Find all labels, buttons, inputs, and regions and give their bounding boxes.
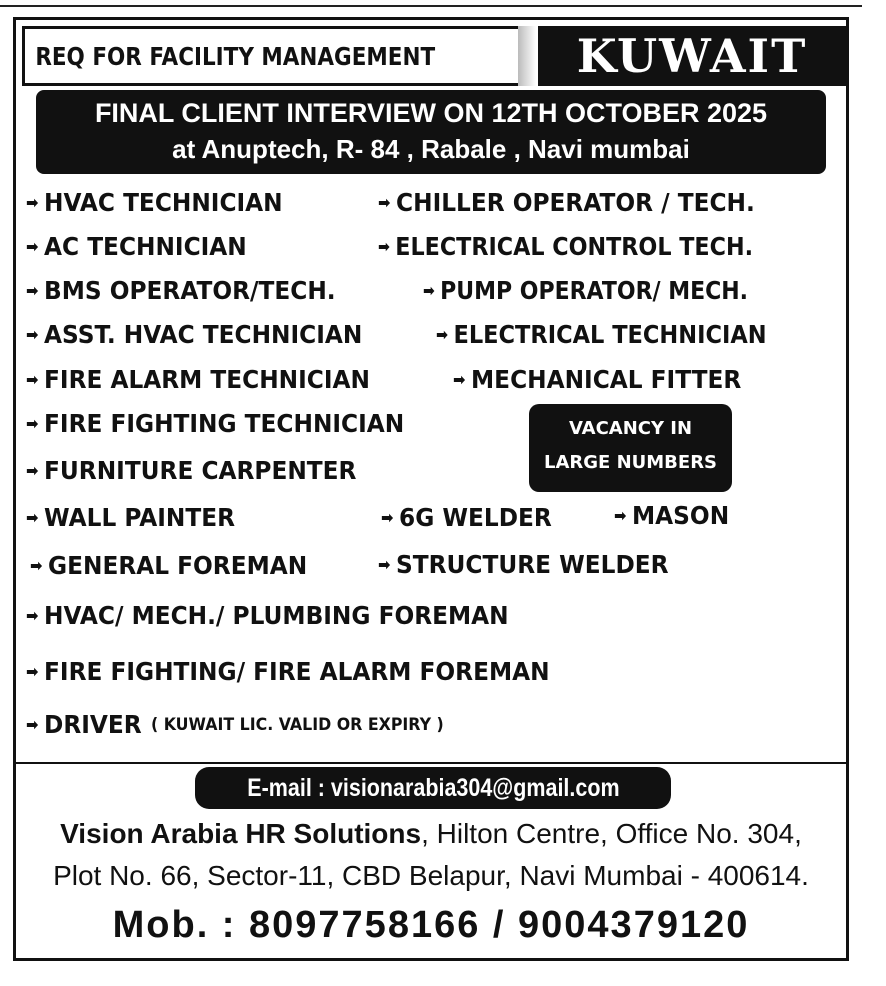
job-mason: ➡ MASON xyxy=(614,501,730,530)
email-pill xyxy=(195,767,671,809)
job-driver: ➡ DRIVER ( KUWAIT LIC. VALID OR EXPIRY ) xyxy=(26,710,444,739)
arrow-right-icon: ➡ xyxy=(378,555,391,574)
email-text[interactable]: E-mail : visionarabia304@gmail.com xyxy=(246,773,620,802)
arrow-right-icon: ➡ xyxy=(378,193,391,212)
company-name: Vision Arabia HR Solutions xyxy=(60,818,422,849)
interview-venue: at Anuptech, R- 84 , Rabale , Navi mumbai xyxy=(172,134,690,164)
arrow-right-icon: ➡ xyxy=(614,506,627,525)
job-electrical-control: ➡ ELECTRICAL CONTROL TECH. xyxy=(378,232,754,261)
header-title: REQ FOR FACILITY MANAGEMENT xyxy=(35,41,436,71)
job-fire-alarm-technician: ➡ FIRE ALARM TECHNICIAN xyxy=(26,365,370,394)
interview-banner xyxy=(36,90,826,174)
job-wall-painter: ➡ WALL PAINTER xyxy=(26,503,236,532)
header-country: KUWAIT xyxy=(576,29,808,83)
top-rule xyxy=(0,5,862,7)
job-chiller-operator: ➡ CHILLER OPERATOR / TECH. xyxy=(378,188,755,217)
job-bms-operator: ➡ BMS OPERATOR/TECH. xyxy=(26,276,336,305)
job-hvac-mech-plumbing-foreman: ➡ HVAC/ MECH./ PLUMBING FOREMAN xyxy=(26,601,509,630)
arrow-right-icon: ➡ xyxy=(423,281,435,300)
arrow-right-icon: ➡ xyxy=(26,461,39,480)
job-electrical-technician: ➡ ELECTRICAL TECHNICIAN xyxy=(436,320,767,349)
arrow-right-icon: ➡ xyxy=(26,606,39,625)
job-ac-technician: ➡ AC TECHNICIAN xyxy=(26,232,247,261)
address-line-2: Plot No. 66, Sector-11, CBD Belapur, Navi Mumbai - 400614. xyxy=(53,860,809,891)
arrow-right-icon: ➡ xyxy=(26,237,39,256)
address-line-1: Vision Arabia HR Solutions, Hilton Centre, Office No. 304, xyxy=(60,818,802,849)
job-6g-welder: ➡ 6G WELDER xyxy=(381,503,552,532)
arrow-right-icon: ➡ xyxy=(26,193,39,212)
vacancy-badge xyxy=(529,404,732,492)
mobile-numbers: Mob. : 8097758166 / 9004379120 xyxy=(112,904,750,946)
advertisement xyxy=(13,17,849,961)
contact-separator xyxy=(16,762,846,764)
vacancy-line-2: LARGE NUMBERS xyxy=(543,452,718,473)
job-structure-welder: ➡ STRUCTURE WELDER xyxy=(378,550,669,579)
arrow-right-icon: ➡ xyxy=(26,325,39,344)
job-furniture-carpenter: ➡ FURNITURE CARPENTER xyxy=(26,456,357,485)
job-fire-fighting-alarm-foreman: ➡ FIRE FIGHTING/ FIRE ALARM FOREMAN xyxy=(26,657,550,686)
arrow-right-icon: ➡ xyxy=(26,508,39,527)
job-mechanical-fitter: ➡ MECHANICAL FITTER xyxy=(453,365,742,394)
header-title-box xyxy=(22,26,536,86)
job-pump-operator: ➡ PUMP OPERATOR/ MECH. xyxy=(423,276,749,305)
arrow-right-icon: ➡ xyxy=(381,508,394,527)
arrow-right-icon: ➡ xyxy=(436,325,449,344)
vacancy-line-1: VACANCY IN xyxy=(568,418,693,439)
job-fire-fighting-technician: ➡ FIRE FIGHTING TECHNICIAN xyxy=(26,409,405,438)
header-country-box xyxy=(538,26,846,86)
arrow-right-icon: ➡ xyxy=(378,237,390,256)
arrow-right-icon: ➡ xyxy=(30,556,43,575)
arrow-right-icon: ➡ xyxy=(26,662,39,681)
arrow-right-icon: ➡ xyxy=(26,414,39,433)
arrow-right-icon: ➡ xyxy=(26,715,39,734)
arrow-right-icon: ➡ xyxy=(26,281,39,300)
driver-note: ( KUWAIT LIC. VALID OR EXPIRY ) xyxy=(150,714,444,735)
arrow-right-icon: ➡ xyxy=(26,370,39,389)
job-hvac-technician: ➡ HVAC TECHNICIAN xyxy=(26,188,283,217)
interview-date: FINAL CLIENT INTERVIEW ON 12TH OCTOBER 2025 xyxy=(94,98,768,128)
job-asst-hvac: ➡ ASST. HVAC TECHNICIAN xyxy=(26,320,363,349)
arrow-right-icon: ➡ xyxy=(453,370,466,389)
job-general-foreman: ➡ GENERAL FOREMAN xyxy=(30,551,308,580)
